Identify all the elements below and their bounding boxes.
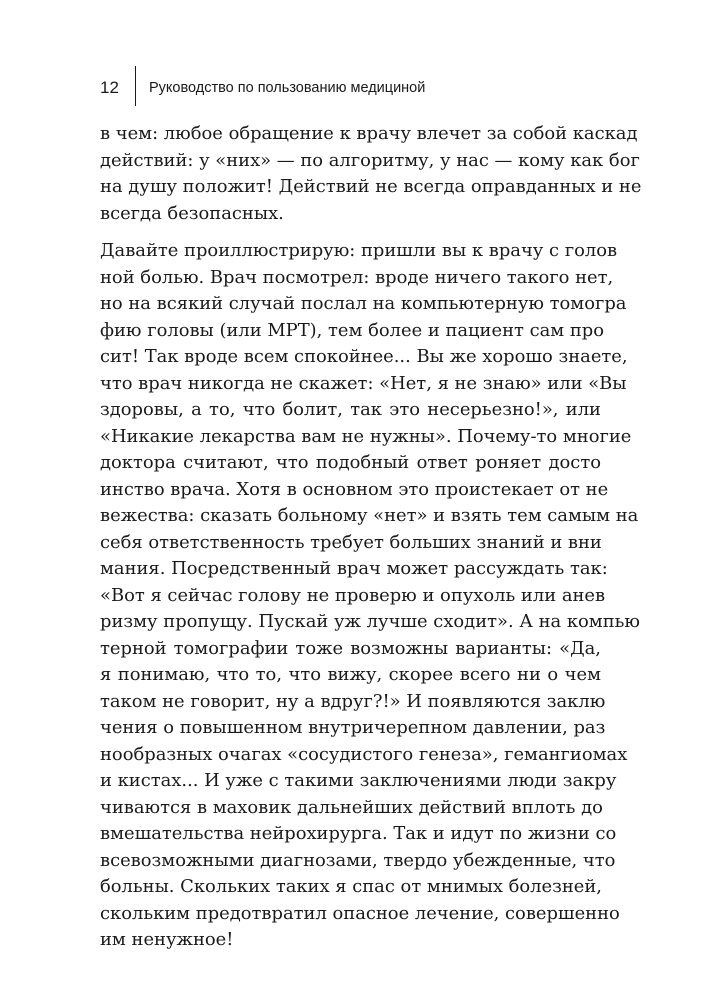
text-line: вмешательства нейрохирурга. Так и идут по жизни со (100, 823, 617, 844)
text-line: вежества: сказать больному «нет» и взять тем самым на (100, 505, 639, 526)
text-line: «Никакие лекарства вам не нужны». Почему-то многие (100, 425, 632, 447)
text-line: мания. Посредственный врач может рассуждать так: (100, 558, 608, 579)
text-line: всегда безопасных. (100, 202, 284, 224)
running-title: Руководство по пользованию медициной (149, 80, 426, 96)
text-line: Давайте проиллюстрирую: пришли вы к врачу с голов (100, 240, 618, 261)
paragraph-1 (100, 121, 642, 227)
text-line: и кистах... И уже с такими заключениями люди закру (100, 770, 617, 791)
text-line: действий: у «них» — по алгоритму, у нас — кому как бог (100, 149, 640, 171)
text-line: инство врача. Хотя в основном это проистекает от не (100, 478, 609, 500)
text-line: что врач никогда не скажет: «Нет, я не знаю» или «Вы (100, 372, 627, 394)
text-line: на душу положит! Действий не всегда оправданных и не (100, 176, 642, 197)
text-line: больны. Скольких таких я спас от мнимых болезней, (100, 876, 602, 897)
page-header (100, 66, 620, 106)
text-line: терной томографии тоже возможны варианты: «Да, (100, 637, 601, 659)
text-line: всевозможными диагнозами, твердо убежденные, что (100, 849, 616, 871)
text-line: таком не говорит, ну а вдруг?!» И появляются заклю (100, 690, 606, 712)
text-line: ризму пропущу. Пускай уж лучше сходит». А на компью (100, 611, 640, 632)
text-line: им ненужное! (100, 929, 234, 950)
text-line: чения о повышенном внутричерепном давлении, раз (100, 717, 606, 738)
text-line: я понимаю, что то, что вижу, скорее всего ни о чем (100, 664, 601, 685)
text-line: «Вот я сейчас голову не проверю и опухоль или анев (100, 584, 606, 606)
text-line: нообразных очагах «сосудистого генеза», гемангиомах (100, 743, 628, 765)
text-line: себя ответственность требует больших знаний и вни (100, 531, 602, 553)
text-line: но на всякий случай послал на компьютерную томогра (100, 293, 627, 314)
body-text (100, 121, 642, 954)
text-line: чиваются в маховик дальнейших действий вплоть до (100, 796, 603, 818)
text-line: фию головы (или МРТ), тем более и пациент сам про (100, 319, 605, 341)
header-divider (135, 66, 136, 106)
text-line: ной болью. Врач посмотрел: вроде ничего такого нет, (100, 266, 614, 288)
paragraph-2 (100, 238, 640, 954)
page-number: 12 (100, 78, 119, 97)
text-line: сит! Так вроде всем спокойнее... Вы же хорошо знаете, (100, 346, 628, 367)
text-line: скольким предотвратил опасное лечение, совершенно (100, 902, 620, 924)
text-line: доктора считают, что подобный ответ роняет досто (100, 452, 601, 473)
text-line: здоровы, а то, что болит, так это несерьезно!», или (100, 399, 601, 420)
text-line: в чем: любое обращение к врачу влечет за собой каскад (100, 123, 638, 144)
